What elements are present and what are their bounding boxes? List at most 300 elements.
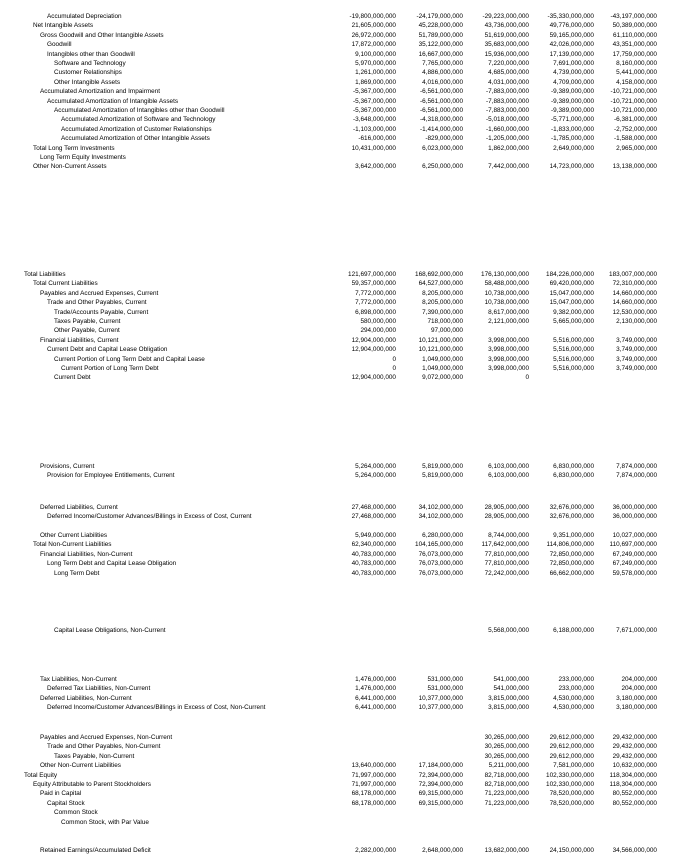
row-value: -1,205,000,000 [486,135,529,143]
row-value: 541,000,000 [493,685,529,693]
row-value: 24,150,000,000 [549,847,594,854]
row-value: 5,441,000,000 [616,69,657,77]
row-value: 12,904,000,000 [351,346,396,354]
row-value: 1,476,000,000 [355,685,396,693]
row-label: Provision for Employee Entitlements, Current [47,472,175,480]
row-value: -7,883,000,000 [486,97,529,105]
row-value: 1,869,000,000 [355,78,396,86]
row-value: -4,318,000,000 [420,116,463,124]
row-value: 0 [525,374,529,382]
row-value: 3,180,000,000 [616,704,657,712]
row-value: 76,073,000,000 [418,560,463,568]
row-label: Paid in Capital [40,790,82,798]
row-value: 1,261,000,000 [355,69,396,77]
row-value: 10,632,000,000 [612,762,657,770]
row-value: 32,676,000,000 [549,513,594,521]
row-value: 15,047,000,000 [549,299,594,307]
row-value: 117,642,000,000 [481,541,529,549]
row-value: 4,530,000,000 [553,694,594,702]
table-row [0,512,678,522]
row-label: Common Stock [54,809,98,817]
row-value: 9,351,000,000 [553,532,594,539]
row-value: 4,031,000,000 [488,78,529,86]
row-label: Total Long Term Investments [33,144,115,152]
row-value: -6,561,000,000 [420,107,463,114]
row-label: Deferred Income/Customer Advances/Billings in Excess of Cost, Current [47,513,252,521]
row-label: Intangibles other than Goodwill [47,50,135,58]
row-value: -7,883,000,000 [486,107,529,114]
row-value: 72,310,000,000 [612,280,657,288]
row-label: Payables and Accrued Expenses, Non-Current [40,734,173,741]
row-label: Financial Liabilities, Non-Current [40,550,133,558]
row-label: Retained Earnings/Accumulated Deficit [40,847,151,854]
row-value: -3,648,000,000 [353,116,396,124]
row-label: Accumulated Depreciation [47,13,122,20]
row-value: 3,998,000,000 [488,336,529,344]
row-value: 7,671,000,000 [616,627,657,634]
row-value: 6,441,000,000 [355,694,396,702]
row-value: 10,431,000,000 [351,144,396,152]
row-label: Total Current Liabilities [33,280,98,288]
row-value: 42,026,000,000 [549,41,594,49]
row-value: 2,965,000,000 [616,144,657,152]
row-label: Trade and Other Payables, Non-Current [47,743,161,751]
row-value: -5,771,000,000 [551,116,594,124]
row-value: 10,121,000,000 [418,336,463,344]
row-value: 72,850,000,000 [549,560,594,568]
row-label: Deferred Liabilities, Non-Current [40,694,132,702]
row-value: 35,122,000,000 [418,41,463,49]
row-value: -24,179,000,000 [416,13,463,20]
row-label: Capital Stock [47,799,85,807]
row-value: -6,561,000,000 [420,88,463,96]
row-value: 10,738,000,000 [484,299,529,307]
row-value: 78,520,000,000 [549,799,594,807]
row-value: 43,351,000,000 [612,41,657,49]
row-value: 32,676,000,000 [549,504,594,511]
row-value: -6,381,000,000 [614,116,657,124]
row-value: 45,228,000,000 [418,22,463,30]
row-value: 72,394,000,000 [418,781,463,788]
table-row [0,626,678,636]
row-value: 7,390,000,000 [422,308,463,316]
row-label: Deferred Tax Liabilities, Non-Current [47,685,151,693]
row-value: -1,833,000,000 [551,125,594,133]
row-value: 59,165,000,000 [549,31,594,39]
row-label: Net Intangible Assets [33,22,94,30]
row-value: 69,315,000,000 [418,790,463,798]
row-label: Long Term Debt and Capital Lease Obligation [47,560,177,568]
row-value: 9,100,000,000 [355,50,396,58]
row-value: 1,049,000,000 [422,355,463,363]
row-label: Financial Liabilities, Current [40,336,119,344]
row-label: Taxes Payable, Current [54,318,121,325]
row-value: 29,432,000,000 [612,743,657,751]
row-value: 2,649,000,000 [553,144,594,152]
row-value: 17,872,000,000 [351,41,396,49]
row-value: 7,772,000,000 [355,289,396,297]
row-value: 4,685,000,000 [488,69,529,77]
row-value: 3,749,000,000 [616,355,657,363]
row-value: -1,785,000,000 [551,135,594,143]
row-value: -10,721,000,000 [610,88,657,96]
row-label: Software and Technology [54,60,126,67]
row-value: 6,898,000,000 [355,308,396,316]
row-value: 110,697,000,000 [609,541,657,549]
row-value: 72,394,000,000 [418,771,463,779]
row-value: 10,738,000,000 [484,289,529,297]
row-value: 77,810,000,000 [484,560,529,568]
row-value: -5,367,000,000 [353,97,396,105]
row-label: Provisions, Current [40,463,95,470]
row-value: 7,442,000,000 [488,163,529,171]
row-value: 3,998,000,000 [488,355,529,363]
row-value: 5,665,000,000 [553,318,594,325]
row-value: 71,223,000,000 [484,799,529,807]
row-value: 14,723,000,000 [549,163,594,171]
row-value: -5,018,000,000 [486,116,529,124]
row-value: 30,265,000,000 [484,743,529,751]
row-value: 2,121,000,000 [488,318,529,325]
row-value: 6,103,000,000 [488,463,529,470]
row-value: 8,160,000,000 [616,60,657,67]
row-value: -616,000,000 [358,135,396,143]
row-value: 5,949,000,000 [355,532,396,539]
row-value: 28,905,000,000 [484,513,529,521]
row-value: 68,178,000,000 [351,799,396,807]
row-value: 13,640,000,000 [351,762,396,770]
row-value: 17,184,000,000 [418,762,463,770]
row-value: 7,691,000,000 [553,60,594,67]
row-value: 30,265,000,000 [484,734,529,741]
row-value: 8,205,000,000 [422,289,463,297]
row-value: 13,138,000,000 [612,163,657,171]
row-value: 68,178,000,000 [351,790,396,798]
row-value: 8,617,000,000 [488,308,529,316]
row-value: 29,612,000,000 [549,734,594,741]
row-value: 7,772,000,000 [355,299,396,307]
row-value: 8,744,000,000 [488,532,529,539]
row-value: 80,552,000,000 [612,790,657,798]
row-value: 14,660,000,000 [612,299,657,307]
row-label: Gross Goodwill and Other Intangible Assets [40,31,164,39]
row-value: 5,568,000,000 [488,627,529,634]
row-value: 102,330,000,000 [546,771,594,779]
row-value: 27,468,000,000 [351,504,396,511]
row-label: Taxes Payable, Non-Current [54,752,135,760]
row-value: 168,692,000,000 [415,271,463,278]
row-label: Accumulated Amortization and Impairment [40,88,161,96]
row-value: 51,789,000,000 [418,31,463,39]
row-value: 67,249,000,000 [612,560,657,568]
row-value: 541,000,000 [493,676,529,683]
row-value: 0 [392,365,396,372]
row-value: 69,315,000,000 [418,799,463,807]
row-value: 51,619,000,000 [484,31,529,39]
row-value: 6,441,000,000 [355,704,396,712]
row-label: Accumulated Amortization of Intangible Assets [47,97,179,105]
row-value: 8,205,000,000 [422,299,463,307]
row-value: 4,886,000,000 [422,69,463,77]
row-value: 29,612,000,000 [549,752,594,760]
row-value: 72,242,000,000 [484,569,529,577]
row-value: 15,047,000,000 [549,289,594,297]
row-value: -9,389,000,000 [551,88,594,96]
row-value: 5,264,000,000 [355,472,396,480]
row-value: 49,776,000,000 [549,22,594,30]
row-value: 15,936,000,000 [484,50,529,58]
row-label: Deferred Income/Customer Advances/Billings in Excess of Cost, Non-Current [47,704,266,712]
row-value: 3,180,000,000 [616,694,657,702]
table-row [0,703,678,713]
row-value: 76,073,000,000 [418,550,463,558]
row-value: 4,158,000,000 [616,78,657,86]
row-value: -1,588,000,000 [614,135,657,143]
row-value: 59,357,000,000 [351,280,396,288]
row-label: Current Debt [54,374,91,382]
row-value: 67,249,000,000 [612,550,657,558]
row-value: 3,749,000,000 [616,346,657,354]
row-label: Tax Liabilities, Non-Current [40,676,117,683]
row-value: 34,102,000,000 [418,504,463,511]
row-value: 16,667,000,000 [418,50,463,58]
row-value: 29,432,000,000 [612,752,657,760]
row-value: 50,389,000,000 [612,22,657,30]
row-value: 61,110,000,000 [613,31,657,39]
row-value: 71,997,000,000 [351,781,396,788]
row-value: 9,072,000,000 [422,374,463,382]
row-label: Capital Lease Obligations, Non-Current [54,627,166,634]
row-value: 78,520,000,000 [549,790,594,798]
row-value: 3,998,000,000 [488,346,529,354]
row-value: 3,998,000,000 [488,365,529,372]
row-value: 5,970,000,000 [355,60,396,67]
row-value: 3,815,000,000 [488,694,529,702]
row-value: 294,000,000 [360,327,396,335]
row-value: 3,749,000,000 [616,336,657,344]
row-value: 1,049,000,000 [422,365,463,372]
row-value: -29,223,000,000 [482,13,529,20]
row-value: -1,660,000,000 [486,125,529,133]
row-value: -9,389,000,000 [551,107,594,114]
row-value: 28,905,000,000 [484,504,529,511]
row-value: 58,488,000,000 [484,280,529,288]
row-value: 531,000,000 [427,676,463,683]
row-value: 9,382,000,000 [553,308,594,316]
row-value: 102,330,000,000 [546,781,594,788]
row-value: -5,367,000,000 [353,88,396,96]
row-label: Long Term Equity Investments [40,154,126,161]
row-value: 3,642,000,000 [355,163,396,171]
row-label: Trade and Other Payables, Current [47,299,147,307]
table-row [0,846,678,856]
row-value: 1,862,000,000 [488,144,529,152]
row-value: 6,280,000,000 [422,532,463,539]
row-value: 5,516,000,000 [553,355,594,363]
row-label: Other Payable, Current [54,327,120,335]
row-value: 5,516,000,000 [553,346,594,354]
row-value: 5,516,000,000 [553,365,594,372]
row-value: 118,304,000,000 [609,781,657,788]
row-value: 6,188,000,000 [553,627,594,634]
row-label: Other Non-Current Assets [33,163,107,171]
row-value: 5,264,000,000 [355,463,396,470]
row-value: 27,468,000,000 [351,513,396,521]
row-value: 5,819,000,000 [422,472,463,480]
row-label: Deferred Liabilities, Current [40,504,118,511]
row-value: 4,709,000,000 [553,78,594,86]
row-value: 10,377,000,000 [418,694,463,702]
row-value: 80,552,000,000 [612,799,657,807]
row-value: 6,830,000,000 [553,472,594,480]
row-label: Accumulated Amortization of Software and Technology [61,116,216,124]
row-value: 17,139,000,000 [549,50,594,58]
row-value: 14,660,000,000 [612,289,657,297]
row-value: 10,377,000,000 [418,704,463,712]
row-value: 233,000,000 [558,676,594,683]
row-label: Equity Attributable to Parent Stockholders [33,781,151,788]
row-value: 59,578,000,000 [612,569,657,577]
row-value: 72,850,000,000 [549,550,594,558]
row-value: 6,023,000,000 [422,144,463,152]
row-label: Accumulated Amortization of Intangibles other than Goodwill [54,107,225,114]
row-value: 2,648,000,000 [422,847,463,854]
row-value: 71,223,000,000 [484,790,529,798]
row-value: 26,972,000,000 [351,31,396,39]
row-value: 17,759,000,000 [612,50,657,58]
row-value: 531,000,000 [427,685,463,693]
row-value: 184,226,000,000 [546,271,594,278]
row-label: Payables and Accrued Expenses, Current [40,289,159,297]
row-value: 4,739,000,000 [553,69,594,77]
row-value: 34,102,000,000 [418,513,463,521]
row-value: 62,340,000,000 [351,541,396,549]
row-value: 183,007,000,000 [609,271,657,278]
row-label: Accumulated Amortization of Other Intangible Assets [61,135,210,143]
row-value: 97,000,000 [431,327,463,335]
row-value: 43,736,000,000 [484,22,529,30]
row-value: 29,432,000,000 [612,734,657,741]
row-value: 40,783,000,000 [351,560,396,568]
row-value: 82,718,000,000 [484,781,529,788]
row-value: 64,527,000,000 [418,280,463,288]
row-value: -1,103,000,000 [353,125,396,133]
row-label: Customer Relationships [54,69,122,77]
row-value: 114,806,000,000 [546,541,594,549]
row-value: 3,815,000,000 [488,704,529,712]
row-label: Accumulated Amortization of Customer Relationships [61,125,212,133]
row-value: -10,721,000,000 [610,97,657,105]
row-value: 82,718,000,000 [484,771,529,779]
row-value: -6,561,000,000 [420,97,463,105]
row-label: Current Debt and Capital Lease Obligation [47,346,168,354]
row-label: Other Non-Current Liabilities [40,762,121,770]
table-row [0,471,678,481]
row-value: 12,904,000,000 [351,336,396,344]
row-value: 4,016,000,000 [422,78,463,86]
row-value: 10,027,000,000 [612,532,657,539]
row-value: -43,197,000,000 [610,13,657,20]
row-value: -10,721,000,000 [610,107,657,114]
row-value: -1,414,000,000 [420,125,463,133]
row-value: -829,000,000 [425,135,463,143]
row-label: Current Portion of Long Term Debt [61,365,159,372]
row-label: Other Current Liabilities [40,532,108,539]
row-label: Current Portion of Long Term Debt and Capital Lease [54,355,205,363]
row-value: 104,165,000,000 [415,541,463,549]
row-value: 13,682,000,000 [484,847,529,854]
row-value: -35,330,000,000 [547,13,594,20]
row-value: 40,783,000,000 [351,569,396,577]
row-value: -7,883,000,000 [486,88,529,96]
row-value: 69,420,000,000 [549,280,594,288]
row-value: 233,000,000 [558,685,594,693]
row-value: 7,874,000,000 [616,463,657,470]
row-value: 5,516,000,000 [553,336,594,344]
row-value: 21,605,000,000 [351,22,396,30]
row-value: 12,904,000,000 [351,374,396,382]
row-value: 36,000,000,000 [612,513,657,521]
row-value: 6,250,000,000 [422,163,463,171]
row-label: Goodwill [47,41,72,49]
row-label: Long Term Debt [54,569,100,577]
row-value: 121,697,000,000 [348,271,396,278]
row-value: 6,103,000,000 [488,472,529,480]
table-row [0,373,678,383]
row-label: Total Non-Current Liabilities [33,541,112,549]
row-value: 71,997,000,000 [351,771,396,779]
row-value: 66,662,000,000 [549,569,594,577]
row-value: 5,211,000,000 [488,762,529,770]
row-value: -19,800,000,000 [349,13,396,20]
row-value: 77,810,000,000 [484,550,529,558]
row-label: Total Liabilities [24,271,66,278]
table-row [0,818,678,828]
row-value: 34,566,000,000 [612,847,657,854]
row-value: 29,612,000,000 [549,743,594,751]
table-row [0,569,678,579]
row-value: 3,749,000,000 [616,365,657,372]
row-value: 4,530,000,000 [553,704,594,712]
row-value: 36,000,000,000 [612,504,657,511]
row-value: 10,121,000,000 [418,346,463,354]
table-row [0,162,678,172]
row-value: 0 [392,355,396,363]
row-value: 7,220,000,000 [488,60,529,67]
row-value: 118,304,000,000 [609,771,657,779]
row-value: -2,752,000,000 [614,125,657,133]
row-value: 718,000,000 [427,318,463,325]
row-value: 35,683,000,000 [484,41,529,49]
row-value: 7,765,000,000 [422,60,463,67]
row-value: 7,874,000,000 [616,472,657,480]
row-value: 176,130,000,000 [481,271,529,278]
row-value: 204,000,000 [621,676,657,683]
row-label: Common Stock, with Par Value [61,818,149,826]
row-value: 580,000,000 [360,318,396,325]
row-value: 5,819,000,000 [422,463,463,470]
row-label: Trade/Accounts Payable, Current [54,308,149,316]
row-value: 30,265,000,000 [484,752,529,760]
row-value: 6,830,000,000 [553,463,594,470]
row-value: 40,783,000,000 [351,550,396,558]
row-value: 2,282,000,000 [355,847,396,854]
row-value: 7,581,000,000 [553,762,594,770]
row-value: 2,130,000,000 [616,318,657,325]
row-value: 76,073,000,000 [418,569,463,577]
row-value: 12,530,000,000 [612,308,657,316]
row-label: Total Equity [24,771,58,779]
